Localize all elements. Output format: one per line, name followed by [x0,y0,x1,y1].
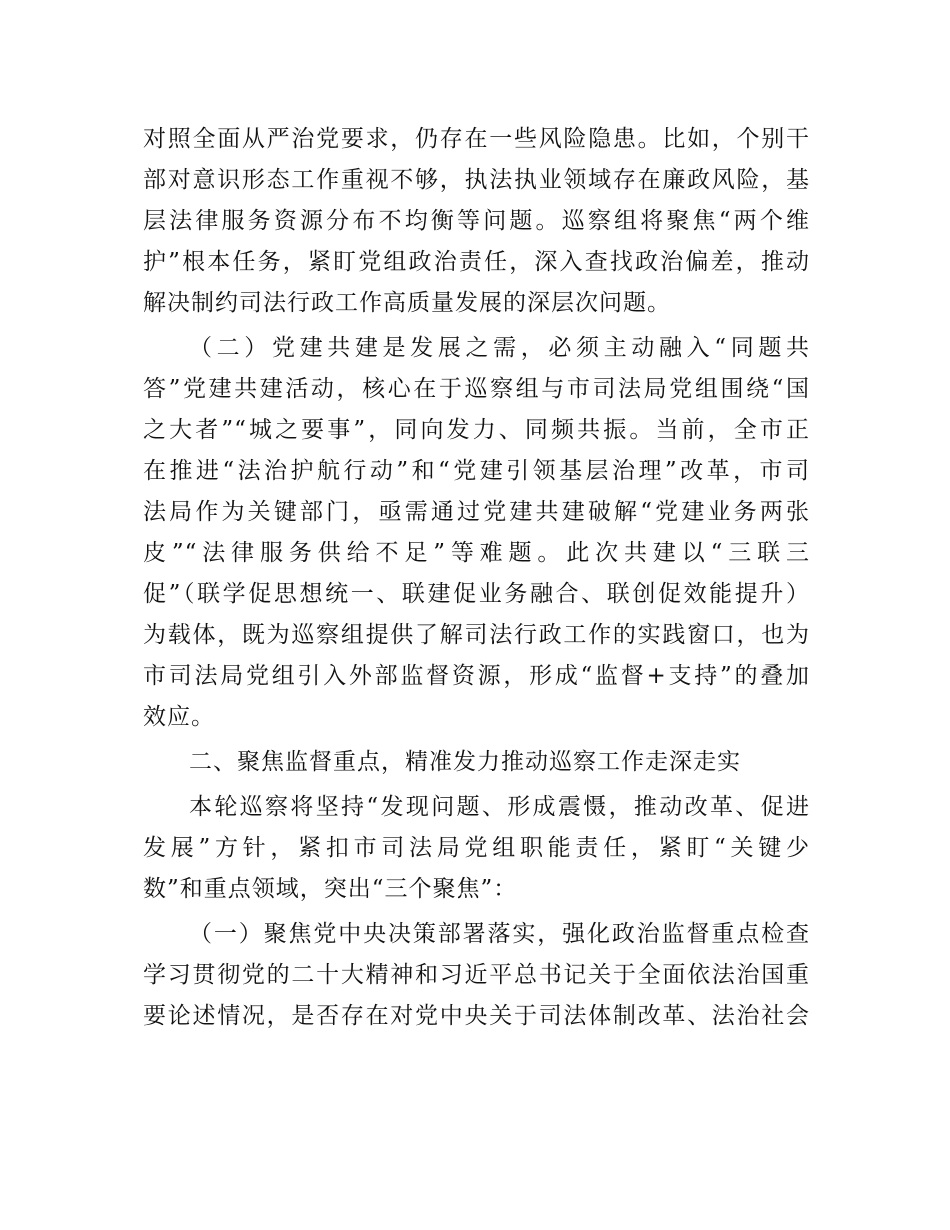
text-line: 为载体，既为巡察组提供了解司法行政工作的实践窗口，也为 [143,622,810,648]
text-line: 市司法局党组引入外部监督资源，形成“监督+支持”的叠加 [143,663,810,689]
text-line: 答”党建共建活动，核心在于巡察组与市司法局党组围绕“国 [143,376,810,402]
text-line: 之大者”“城之要事”，同向发力、同频共振。当前，全市正 [143,417,810,443]
text-line: 层法律服务资源分布不均衡等问题。巡察组将聚焦“两个维 [143,208,810,234]
text-line: 对照全面从严治党要求，仍存在一些风险隐患。比如，个别干 [143,126,810,152]
text-line: 效应。 [143,704,215,730]
text-line: 要论述情况，是否存在对党中央关于司法体制改革、法治社会 [143,1003,810,1029]
text-line: 本轮巡察将坚持“发现问题、形成震慑，推动改革、促进 [189,794,810,820]
section-heading [143,742,810,783]
text-line: 护”根本任务，紧盯党组政治责任，深入查找政治偏差，推动 [143,249,810,275]
paragraph-3 [143,787,810,910]
paragraph-2 [143,328,810,738]
text-line: 二、聚焦监督重点，精准发力推动巡察工作走深走实 [189,749,741,775]
text-line: 部对意识形态工作重视不够，执法执业领域存在廉政风险，基 [143,167,810,193]
text-line: 发展”方针，紧扣市司法局党组职能责任，紧盯“关键少 [143,835,810,861]
paragraph-1 [143,119,810,324]
document-body [143,119,810,1041]
text-line: 法局作为关键部门，亟需通过党建共建破解“党建业务两张 [143,499,810,525]
paragraph-4 [143,914,810,1037]
text-line: （一）聚焦党中央决策部署落实，强化政治监督重点检查 [189,921,810,947]
text-line: 学习贯彻党的二十大精神和习近平总书记关于全面依法治国重 [143,962,810,988]
text-line: 解决制约司法行政工作高质量发展的深层次问题。 [143,290,671,316]
text-line: 数”和重点领域，突出“三个聚焦”： [143,876,518,902]
text-line: 皮”“法律服务供给不足”等难题。此次共建以“三联三 [143,540,810,566]
text-line: （二）党建共建是发展之需，必须主动融入“同题共 [189,335,810,361]
text-line: 促”（联学促思想统一、联建促业务融合、联创促效能提升） [143,581,810,607]
text-line: 在推进“法治护航行动”和“党建引领基层治理”改革，市司 [143,458,810,484]
